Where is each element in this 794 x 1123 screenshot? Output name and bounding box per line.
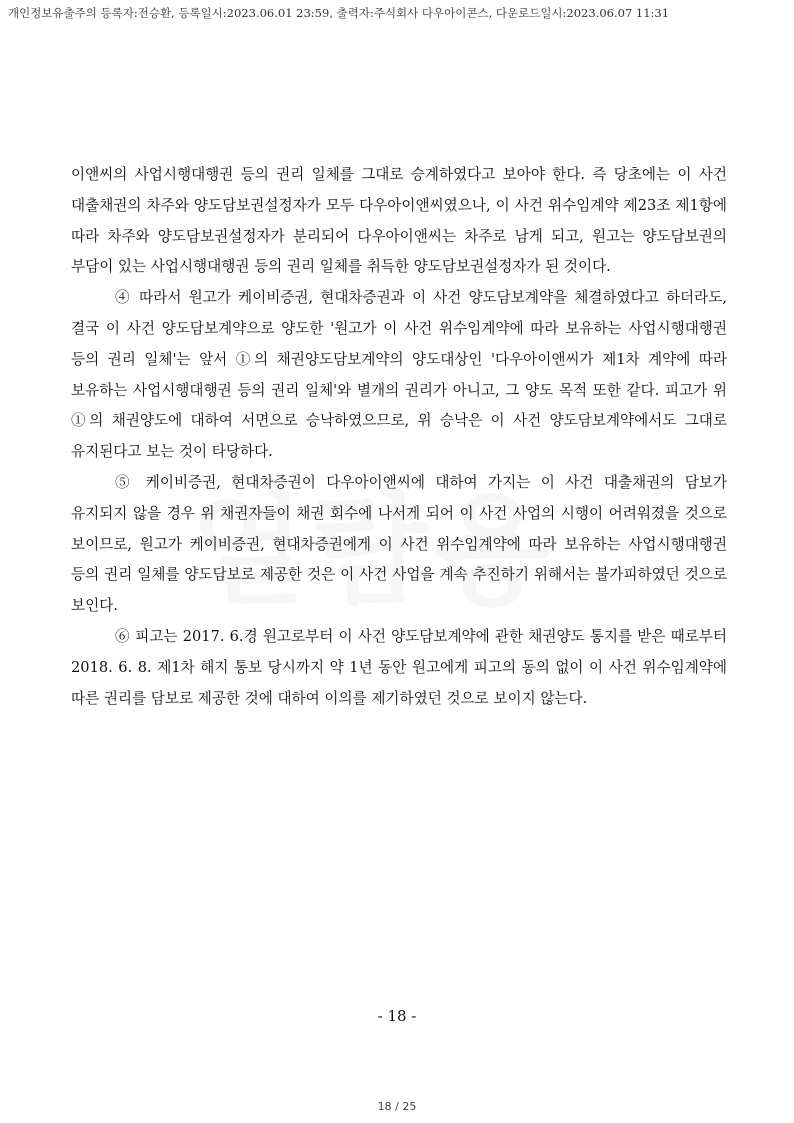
print-info-header: 개인정보유출주의 등록자:전승환, 등록일시:2023.06.01 23:59, 출력자:주식회사 다우아이콘스, 다운로드일시:2023.06.07 11:31: [8, 6, 670, 20]
paragraph-continuation: 이앤씨의 사업시행대행권 등의 권리 일체를 그대로 승계하였다고 보아야 한다. 즉 당초에는 이 사건 대출채권의 차주와 양도담보권설정자가 모두 다우아이앤씨였으나, 이 사건 위수임계약 제23조 제1항에 따라 차주와 양도담보권설정자가 분리되어 다우아이앤씨는 차주로 남게 되고, 원고는 양도담보권의 부담이 있는 사업시행대행권 등의 권리 일체를 취득한 양도담보권설정자가 된 것이다.: [71, 166, 727, 276]
document-body: [71, 160, 727, 714]
paragraph-item-4: ④ 따라서 원고가 케이비증권, 현대차증권과 이 사건 양도담보계약을 체결하였다고 하더라도, 결국 이 사건 양도담보계약으로 양도한 '원고가 이 사건 위수임계약에 따라 보유하는 사업시행대행권 등의 권리 일체'는 앞서 ①의 채권양도담보계약의 양도대상인 '다우아이앤씨가 제1차 계약에 따라 보유하는 사업시행대행권 등의 권리 일체'와 별개의 권리가 아니고, 그 양도 목적 또한 같다. 피고가 위 ①의 채권양도에 대하여 서면으로 승낙하였으므로, 위 승낙은 이 사건 양도담보계약에서도 그대로 유지된다고 보는 것이 타당하다.: [71, 289, 727, 461]
page-counter: 18 / 25: [377, 1100, 417, 1113]
paragraph-item-6: ⑥ 피고는 2017. 6.경 원고로부터 이 사건 양도담보계약에 관한 채권양도 통지를 받은 때로부터 2018. 6. 8. 제1차 해지 통보 당시까지 약 1년 동안 원고에게 피고의 동의 없이 이 사건 위수임계약에 따른 권리를 담보로 제공한 것에 대하여 이의를 제기하였던 것으로 보이지 않는다.: [71, 627, 727, 707]
paragraph-item-5: ⑤ 케이비증권, 현대차증권이 다우아이앤씨에 대하여 가지는 이 사건 대출채권의 담보가 유지되지 않을 경우 위 채권자들이 채권 회수에 나서게 되어 이 사건 사업의 시행이 어려워졌을 것으로 보이므로, 원고가 케이비증권, 현대차증권에게 이 사건 위수임계약에 따라 보유하는 사업시행대행권 등의 권리 일체를 양도담보로 제공한 것은 이 사건 사업을 계속 추진하기 위해서는 불가피하였던 것으로 보인다.: [71, 473, 727, 615]
page-number: - 18 -: [377, 1007, 417, 1025]
